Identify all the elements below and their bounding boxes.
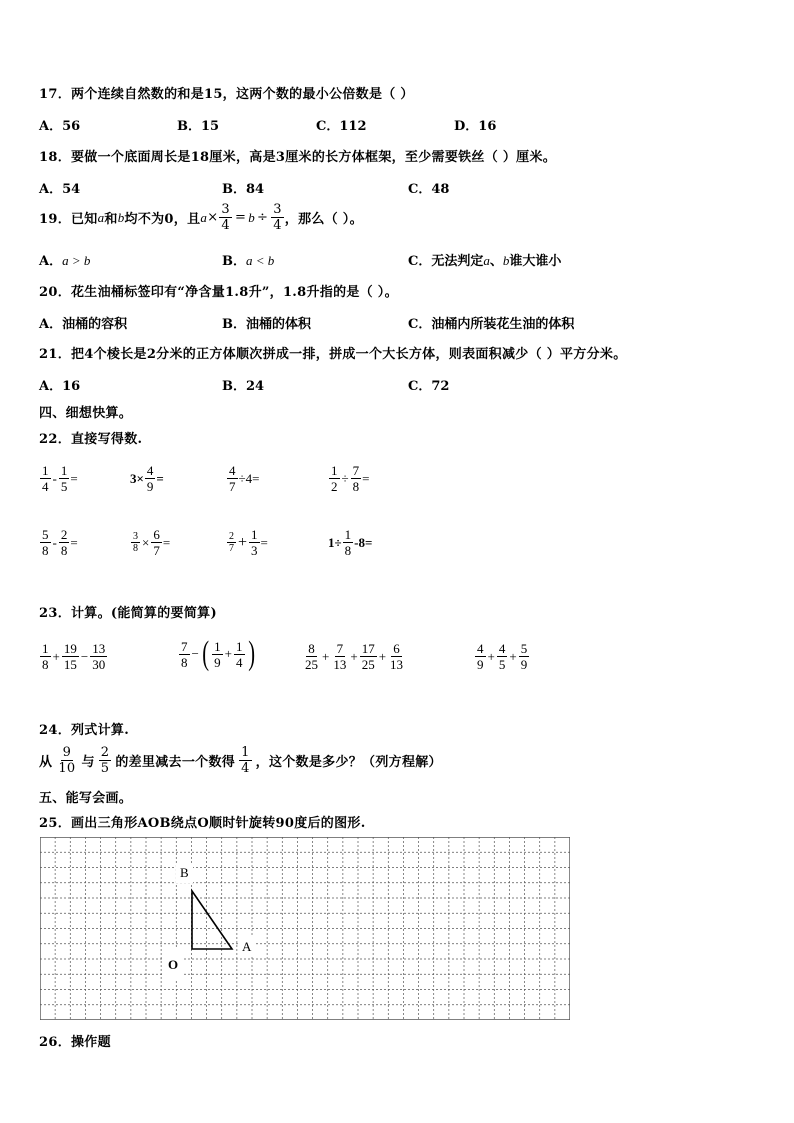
q19-option-b: B．a < b [222,253,275,269]
q22-expr-3: $\frac{4}{7}$ ÷4= [229,463,260,494]
q21-option-b: B．24 [222,379,265,394]
q17-option-c: C．112 [316,119,367,134]
q23-expr-2: $\frac{7}{8}$ − ( $\frac{1}{9}$ + $\frac{1}{4}$ ) [181,635,255,672]
q17-option-d: D．16 [454,119,497,134]
q20-option-a: A．油桶的容积 [39,317,128,332]
q23-expr-3: $\frac{8}{25}$ + $\frac{7}{13}$ + $\frac{17}{25}$ + $\frac{6}{13}$ [305,641,404,672]
point-o-label: O [162,949,184,981]
q22-expr-8: 1÷ $\frac{1}{8}$ -8= [328,527,373,558]
q23-expr-4: $\frac{4}{9}$ + $\frac{4}{5}$ + $\frac{5}{9}$ [477,641,528,672]
q26-title: 26．操作题 [39,1035,111,1050]
q17-option-b: B．15 [177,119,220,134]
q23-expr-1: $\frac{1}{8}$ + $\frac{19}{15}$ − $\frac{13}{30}$ [42,641,106,672]
q22-expr-7: $\frac{2}{7}$ + $\frac{1}{3}$ = [229,527,268,558]
point-a-label: A [238,937,255,957]
q19-times: × [207,210,219,225]
q18-option-c: C．48 [408,182,450,197]
q18-text: 18．要做一个底面周长是18厘米，高是3厘米的长方体框架，至少需要铁丝（ ）厘米。 [39,150,557,165]
q19-prefix: 19．已知 [39,212,98,227]
q19-fraction-2: $\frac{3}{4}$ [273,202,282,233]
q19-var-a2: a [200,209,208,225]
q19-suffix: ，那么（ ）。 [284,212,363,227]
q22-expr-2: 3× $\frac{4}{9}$ = [130,463,164,494]
q21-text: 21．把4个棱长是2分米的正方体顺次拼成一排，拼成一个大长方体，则表面积减少（ ）平方分米。 [39,347,627,362]
q24-text: 从 $\frac{9}{10}$ 与 $\frac{2}{5}$ 的差里减去一个数得 $\frac{1}{4}$ ，这个数是多少？（列方程解） [39,745,442,776]
q19-mid2: 均不为0，且 [124,212,201,227]
q21-option-c: C．72 [408,379,450,394]
q20-option-b: B．油桶的体积 [222,317,311,332]
q19-div: ÷ [257,210,269,225]
q21-option-a: A．16 [39,379,81,394]
q17-text: 17．两个连续自然数的和是15，这两个数的最小公倍数是（ ） [39,87,414,102]
q22-expr-4: $\frac{1}{2}$ ÷ $\frac{7}{8}$ = [331,463,370,494]
q19-option-a: A．a > b [39,253,91,269]
q20-option-c: C．油桶内所装花生油的体积 [408,317,575,332]
q18-option-a: A．54 [39,182,81,197]
q24-title: 24．列式计算. [39,723,130,738]
q19-var-a: a [97,209,105,225]
q20-text: 20．花生油桶标签印有“净含量1.8升”，1.8升指的是（ ）。 [39,285,398,300]
q19-var-b2: b [248,209,255,225]
q19-var-b: b [117,209,125,225]
section-5-heading: 五、能写会画。 [39,791,133,806]
q19-option-b-math: a < b [246,253,275,268]
q22-expr-1: $\frac{1}{4}$ - $\frac{1}{5}$ = [42,463,78,494]
triangle-aob [40,837,570,1020]
q22-title: 22．直接写得数. [39,432,143,447]
q19-option-c: C．无法判定a、b谁大谁小 [408,253,562,269]
q19-text [39,202,363,233]
section-4-heading: 四、细想快算。 [39,406,133,421]
q17-option-a: A．56 [39,119,81,134]
q19-mid1: 和 [104,212,118,227]
q18-option-b: B．84 [222,182,265,197]
q25-title: 25．画出三角形AOB绕点O顺时针旋转90度后的图形. [39,816,366,831]
q19-fraction-1: $\frac{3}{4}$ [221,202,230,233]
q22-expr-6: $\frac{3}{8}$ × $\frac{6}{7}$ = [133,527,171,558]
q19-option-a-math: a > b [62,253,91,268]
q22-expr-5: $\frac{5}{8}$ - $\frac{2}{8}$ = [42,527,78,558]
point-b-label: B [176,863,193,883]
rotation-grid-figure [40,837,570,1020]
q19-equals: = [234,210,247,225]
q23-title: 23．计算。(能简算的要简算) [39,606,217,621]
